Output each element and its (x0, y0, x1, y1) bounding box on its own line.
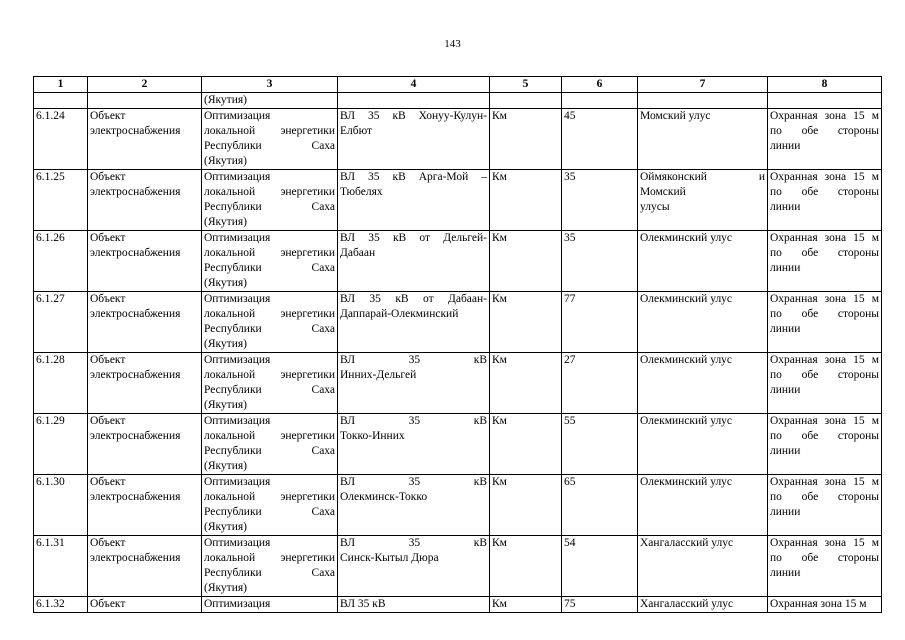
protection-zone-line: линии (770, 506, 801, 518)
line-name (338, 536, 490, 597)
object-type (88, 292, 202, 353)
row-number-line: 6.1.25 (36, 171, 65, 183)
program-name-line: (Якутия) (204, 582, 247, 594)
protection-zone-line: Охранная зона 15 м (770, 232, 879, 244)
program-name-line: локальной энергетики (204, 369, 335, 381)
line-name-line: Даппарай-Олекминский (340, 308, 459, 320)
program-name-line: локальной энергетики (204, 308, 335, 320)
page-number: 143 (444, 38, 461, 50)
program-name-line: Оптимизация (204, 293, 271, 305)
quantity-line: 27 (564, 354, 576, 366)
object-type (88, 353, 202, 414)
line-name-line: Елбют (340, 125, 373, 137)
line-name (338, 414, 490, 475)
quantity (562, 414, 638, 475)
program-name (202, 292, 338, 353)
protection-zone-line: линии (770, 323, 801, 335)
table-row (34, 353, 882, 414)
line-name-line: ВЛ 35 кВ от Дельгей- (340, 232, 487, 244)
object-type-line: электроснабжения (90, 430, 181, 442)
row-number (34, 170, 88, 231)
object-type-line: Объект (90, 110, 126, 122)
protection-zone-line: Охранная зона 15 м (770, 598, 867, 610)
object-type-line: Объект (90, 171, 126, 183)
object-type-line: Объект (90, 232, 126, 244)
quantity-line: 77 (564, 293, 576, 305)
object-type-line: Объект (90, 354, 126, 366)
table-row (34, 292, 882, 353)
protection-zone-line: линии (770, 262, 801, 274)
program-name-line: локальной энергетики (204, 186, 335, 198)
line-name-line: ВЛ 35 кВ (340, 598, 386, 610)
col-header: 3 (202, 77, 338, 93)
program-name-line: локальной энергетики (204, 125, 335, 137)
location (638, 109, 768, 170)
line-name-line: Синск-Кытыл Дюра (340, 552, 439, 564)
line-name-line: Олекминск-Токко (340, 491, 428, 503)
line-name-line: Инних-Дельгей (340, 369, 417, 381)
row-number-line: 6.1.30 (36, 476, 65, 488)
program-name-line: Оптимизация (204, 354, 271, 366)
header-row (34, 77, 882, 93)
line-name-line: Токко-Инних (340, 430, 405, 442)
protection-zone (768, 109, 882, 170)
table-row-partial (34, 597, 882, 613)
quantity-line: 45 (564, 110, 576, 122)
row-number (34, 292, 88, 353)
object-type (88, 536, 202, 597)
location-line: Момский улус (640, 110, 711, 122)
line-name-line: ВЛ 35 кВ Хонуу-Кулун- (340, 110, 487, 122)
program-name (202, 475, 338, 536)
quantity-line: 75 (564, 598, 576, 610)
protection-zone-line: по обе стороны (770, 308, 879, 320)
line-name-line: ВЛ 35 кВ (340, 354, 487, 366)
line-name-line: ВЛ 35 кВ (340, 476, 487, 488)
location-line: Олекминский улус (640, 293, 733, 305)
unit-line: Км (492, 232, 507, 244)
program-name-line: локальной энергетики (204, 491, 335, 503)
unit (490, 536, 562, 597)
location-line: Олекминский улус (640, 232, 733, 244)
protection-zone (768, 170, 882, 231)
protection-zone (768, 353, 882, 414)
protection-zone-line: по обе стороны (770, 247, 879, 259)
line-name-line: ВЛ 35 кВ (340, 537, 487, 549)
line-name (338, 292, 490, 353)
protection-zone-line: Охранная зона 15 м (770, 354, 879, 366)
protection-zone-line: по обе стороны (770, 369, 879, 381)
program-name-line: (Якутия) (204, 216, 247, 228)
unit (490, 292, 562, 353)
object-type-line: Объект (90, 293, 126, 305)
object-type (88, 109, 202, 170)
protection-zone (768, 292, 882, 353)
program-name (202, 231, 338, 292)
col-header: 6 (562, 77, 638, 93)
row-number-line: 6.1.29 (36, 415, 65, 427)
unit (490, 414, 562, 475)
row-number (34, 353, 88, 414)
location-line: Хангаласский улус (640, 537, 734, 549)
quantity-line: 54 (564, 537, 576, 549)
protection-zone-line: линии (770, 140, 801, 152)
program-name-line: Оптимизация (204, 415, 271, 427)
unit (490, 170, 562, 231)
table-row (34, 536, 882, 597)
unit-line: Км (492, 354, 507, 366)
program-name-line: локальной энергетики (204, 247, 335, 259)
location-line: Оймяконский и (640, 171, 765, 183)
row-number (34, 109, 88, 170)
row-number (34, 231, 88, 292)
table-row (34, 170, 882, 231)
object-type (88, 475, 202, 536)
object-type-line: электроснабжения (90, 186, 181, 198)
program-name-line: (Якутия) (204, 338, 247, 350)
protection-zone-line: Охранная зона 15 м (770, 171, 879, 183)
location (638, 597, 768, 613)
row-number-line: 6.1.27 (36, 293, 65, 305)
location (638, 231, 768, 292)
protection-zone-line: линии (770, 567, 801, 579)
object-type-line: электроснабжения (90, 247, 181, 259)
row-number-line: 6.1.24 (36, 110, 65, 122)
program-name-line: Республики Саха (204, 506, 335, 518)
line-name (338, 597, 490, 613)
protection-zone-line: линии (770, 445, 801, 457)
protection-zone-line: по обе стороны (770, 125, 879, 137)
unit (490, 475, 562, 536)
row-number (34, 475, 88, 536)
program-name-line: Оптимизация (204, 537, 271, 549)
protection-zone-line: Охранная зона 15 м (770, 110, 879, 122)
unit-line: Км (492, 293, 507, 305)
object-type (88, 231, 202, 292)
program-name-line: Республики Саха (204, 323, 335, 335)
table-row (34, 414, 882, 475)
protection-zone-line: по обе стороны (770, 430, 879, 442)
quantity (562, 109, 638, 170)
quantity-line: 55 (564, 415, 576, 427)
location (638, 536, 768, 597)
program-name (202, 170, 338, 231)
line-name (338, 353, 490, 414)
row-number-line: 6.1.28 (36, 354, 65, 366)
program-name-line: (Якутия) (204, 460, 247, 472)
row-number-line: 6.1.26 (36, 232, 65, 244)
location (638, 414, 768, 475)
object-type-line: Объект (90, 476, 126, 488)
quantity (562, 170, 638, 231)
program-name (202, 109, 338, 170)
object-type-line: электроснабжения (90, 491, 181, 503)
objects-table (33, 76, 882, 613)
col-header: 1 (34, 77, 88, 93)
protection-zone (768, 231, 882, 292)
quantity (562, 292, 638, 353)
quantity (562, 353, 638, 414)
unit-line: Км (492, 110, 507, 122)
object-type-line: электроснабжения (90, 369, 181, 381)
location-line: Олекминский улус (640, 354, 733, 366)
protection-zone-line: Охранная зона 15 м (770, 537, 879, 549)
location (638, 353, 768, 414)
unit (490, 109, 562, 170)
program-name (202, 353, 338, 414)
location (638, 170, 768, 231)
table-row (34, 231, 882, 292)
protection-zone-line: по обе стороны (770, 491, 879, 503)
quantity (562, 231, 638, 292)
object-type-line: Объект (90, 598, 126, 610)
program-name-line: Оптимизация (204, 232, 271, 244)
unit-line: Км (492, 171, 507, 183)
unit (490, 231, 562, 292)
program-name-line: Оптимизация (204, 476, 271, 488)
program-name (202, 597, 338, 613)
object-type-line: электроснабжения (90, 552, 181, 564)
protection-zone-line: по обе стороны (770, 186, 879, 198)
col-header: 2 (88, 77, 202, 93)
protection-zone-line: линии (770, 201, 801, 213)
col-header: 8 (768, 77, 882, 93)
table-row (34, 475, 882, 536)
line-name-line: ВЛ 35 кВ Арга-Мой – (340, 171, 487, 183)
protection-zone-line: Охранная зона 15 м (770, 293, 879, 305)
table-row (34, 109, 882, 170)
line-name-line: Дабаан (340, 247, 376, 259)
unit (490, 353, 562, 414)
unit (490, 597, 562, 613)
program-name-line: Оптимизация (204, 598, 271, 610)
quantity-line: 65 (564, 476, 576, 488)
program-name-line: локальной энергетики (204, 552, 335, 564)
unit-line: Км (492, 598, 507, 610)
protection-zone-line: по обе стороны (770, 552, 879, 564)
object-type-line: Объект (90, 537, 126, 549)
protection-zone-line: Охранная зона 15 м (770, 415, 879, 427)
protection-zone (768, 536, 882, 597)
program-name-line: Республики Саха (204, 201, 335, 213)
protection-zone (768, 597, 882, 613)
row-number (34, 536, 88, 597)
location-line: улусы (640, 201, 670, 213)
program-name-line: Оптимизация (204, 171, 271, 183)
object-type-line: электроснабжения (90, 308, 181, 320)
row-number (34, 597, 88, 613)
protection-zone (768, 475, 882, 536)
quantity (562, 475, 638, 536)
line-name-line: Тюбелях (340, 186, 383, 198)
continuation-row (34, 93, 882, 109)
unit-line: Км (492, 415, 507, 427)
program-name-line: локальной энергетики (204, 430, 335, 442)
col-header: 7 (638, 77, 768, 93)
continuation-text: (Якутия) (202, 93, 338, 109)
program-name-line: (Якутия) (204, 277, 247, 289)
program-name-line: Республики Саха (204, 140, 335, 152)
program-name-line: Республики Саха (204, 262, 335, 274)
row-number-line: 6.1.32 (36, 598, 65, 610)
program-name-line: Республики Саха (204, 567, 335, 579)
object-type-line: Объект (90, 415, 126, 427)
program-name-line: (Якутия) (204, 521, 247, 533)
unit-line: Км (492, 476, 507, 488)
program-name (202, 536, 338, 597)
line-name-line: ВЛ 35 кВ (340, 415, 487, 427)
quantity-line: 35 (564, 232, 576, 244)
protection-zone (768, 414, 882, 475)
line-name-line: ВЛ 35 кВ от Дабаан- (340, 293, 487, 305)
location (638, 475, 768, 536)
row-number (34, 414, 88, 475)
object-type (88, 170, 202, 231)
program-name-line: Республики Саха (204, 445, 335, 457)
location-line: Хангаласский улус (640, 598, 734, 610)
quantity-line: 35 (564, 171, 576, 183)
line-name (338, 170, 490, 231)
line-name (338, 231, 490, 292)
object-type (88, 597, 202, 613)
protection-zone-line: Охранная зона 15 м (770, 476, 879, 488)
quantity (562, 597, 638, 613)
protection-zone-line: линии (770, 384, 801, 396)
object-type (88, 414, 202, 475)
location-line: Момский (640, 186, 686, 198)
unit-line: Км (492, 537, 507, 549)
line-name (338, 109, 490, 170)
col-header: 4 (338, 77, 490, 93)
object-type-line: электроснабжения (90, 125, 181, 137)
quantity (562, 536, 638, 597)
program-name (202, 414, 338, 475)
location-line: Олекминский улус (640, 415, 733, 427)
program-name-line: Оптимизация (204, 110, 271, 122)
row-number-line: 6.1.31 (36, 537, 65, 549)
program-name-line: (Якутия) (204, 399, 247, 411)
location-line: Олекминский улус (640, 476, 733, 488)
col-header: 5 (490, 77, 562, 93)
program-name-line: (Якутия) (204, 155, 247, 167)
program-name-line: Республики Саха (204, 384, 335, 396)
location (638, 292, 768, 353)
line-name (338, 475, 490, 536)
